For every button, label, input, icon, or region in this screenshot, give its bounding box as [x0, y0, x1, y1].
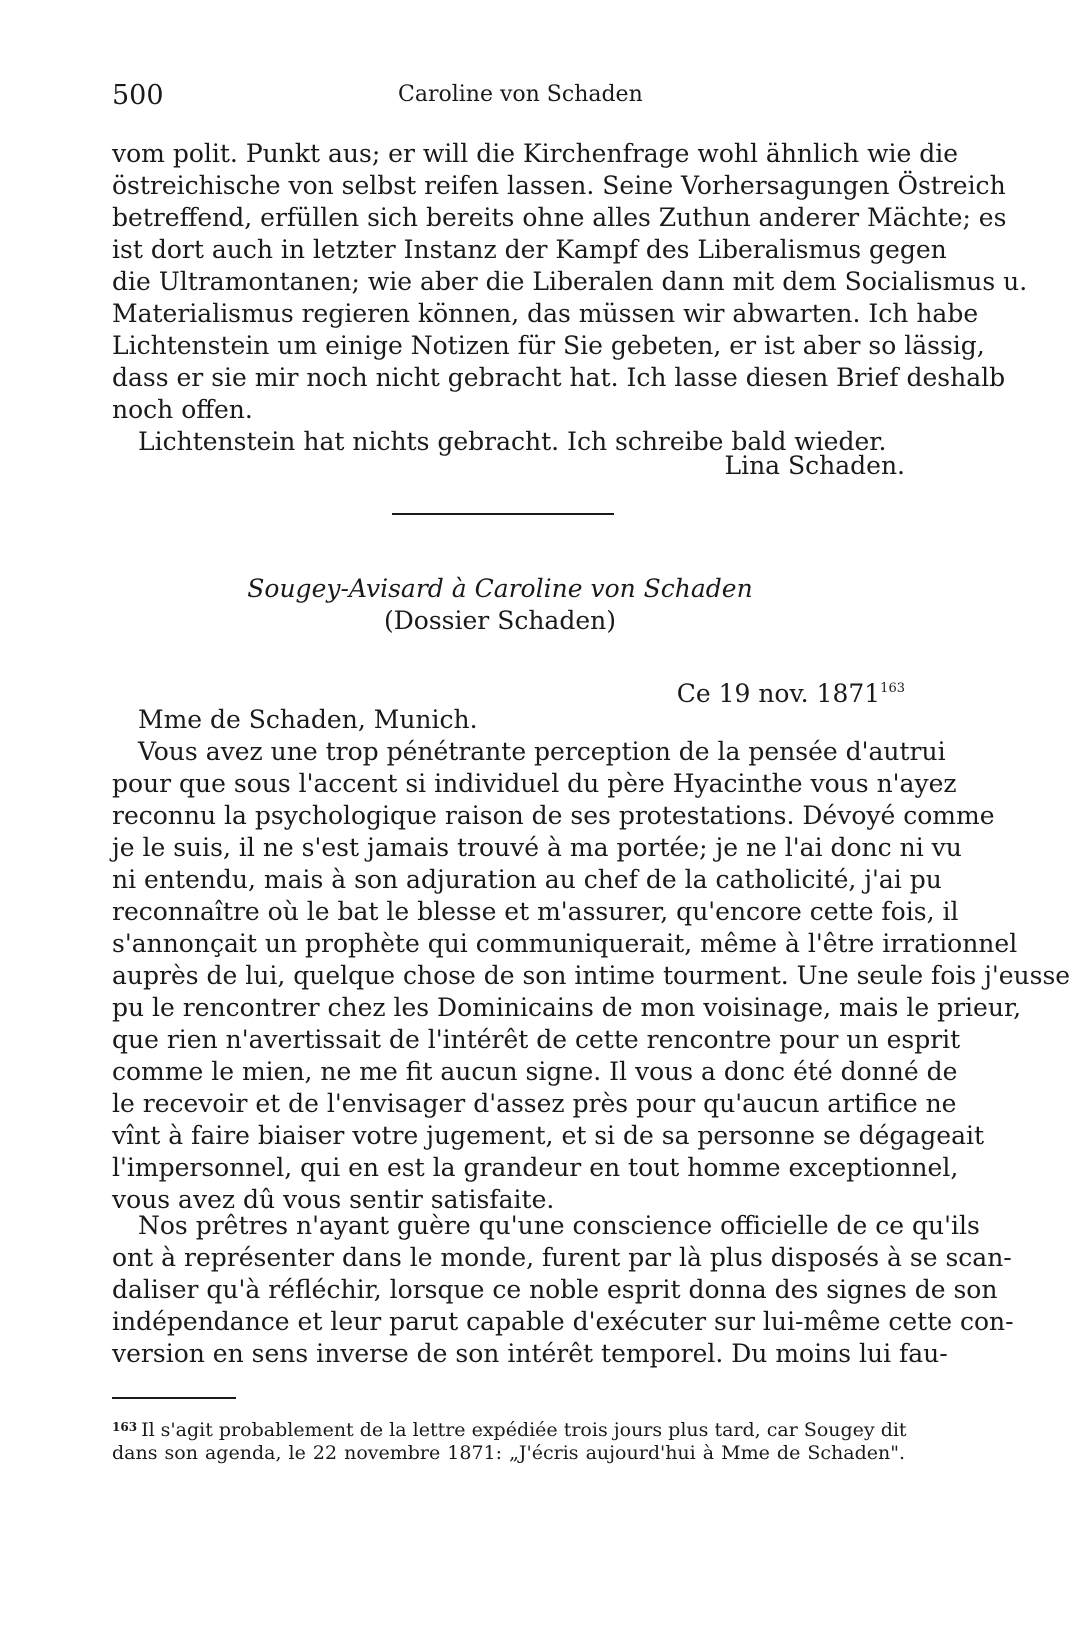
- text-line: Vous avez une trop pénétrante perception de la pensée d'autrui: [138, 737, 946, 766]
- letter-paragraph-2: [112, 1210, 1014, 1370]
- text-line: le recevoir et de l'envisager d'assez près pour qu'aucun artifice ne: [112, 1089, 957, 1118]
- text-line: s'annonçait un prophète qui communiquerait, même à l'être irrationnel: [112, 929, 1018, 958]
- text-line: vînt à faire biaiser votre jugement, et si de sa personne se dégageait: [112, 1121, 985, 1150]
- text-line: reconnu la psychologique raison de ses protestations. Dévoyé comme: [112, 801, 995, 830]
- text-line: ni entendu, mais à son adjuration au chef de la catholicité, j'ai pu: [112, 865, 942, 894]
- text-line: betreffend, erfüllen sich bereits ohne alles Zuthun anderer Mächte; es: [112, 203, 1007, 232]
- text-line: die Ultramontanen; wie aber die Liberalen dann mit dem Socialismus u.: [112, 267, 1028, 296]
- text-line: version en sens inverse de son intérêt temporel. Du moins lui fau-: [112, 1339, 948, 1368]
- footnote-rule: [112, 1397, 236, 1399]
- previous-letter-text: [112, 138, 1028, 458]
- text-line: pu le rencontrer chez les Dominicains de mon voisinage, mais le prieur,: [112, 993, 1022, 1022]
- footnote-line: [112, 1414, 905, 1440]
- date-text: Ce 19 nov. 1871: [676, 679, 881, 708]
- letter-title: Sougey-Avisard à Caroline von Schaden: [247, 574, 753, 603]
- footnote-line: dans son agenda, le 22 novembre 1871: „J'écris aujourd'hui à Mme de Schaden".: [112, 1442, 905, 1464]
- text-line: ont à représenter dans le monde, furent par là plus disposés à se scan-: [112, 1243, 1012, 1272]
- text-line: indépendance et leur parut capable d'exécuter sur lui-même cette con-: [112, 1307, 1014, 1336]
- text-line: comme le mien, ne me fit aucun signe. Il vous a donc été donné de: [112, 1057, 958, 1086]
- text-line: l'impersonnel, qui en est la grandeur en tout homme exceptionnel,: [112, 1153, 959, 1182]
- page-number: 500: [112, 80, 164, 111]
- text-line: que rien n'avertissait de l'intérêt de cette rencontre pour un esprit: [112, 1025, 961, 1054]
- text-line: Lichtenstein um einige Notizen für Sie gebeten, er ist aber so lässig,: [112, 331, 985, 360]
- text-line: ist dort auch in letzter Instanz der Kampf des Liberalismus gegen: [112, 235, 947, 264]
- text-line: östreichische von selbst reifen lassen. Seine Vorhersagungen Östreich: [112, 171, 1006, 200]
- text-line: dass er sie mir noch nicht gebracht hat. Ich lasse diesen Brief deshalb: [112, 363, 1006, 392]
- text-line: Nos prêtres n'ayant guère qu'une conscience officielle de ce qu'ils: [138, 1211, 980, 1240]
- running-head: Caroline von Schaden: [398, 82, 643, 107]
- text-line: Materialismus regieren können, das müssen wir abwarten. Ich habe: [112, 299, 979, 328]
- letter-source: (Dossier Schaden): [384, 606, 616, 635]
- footnote-number: 163: [112, 1420, 138, 1434]
- signature: Lina Schaden.: [724, 451, 905, 480]
- text-line: reconnaître où le bat le blesse et m'assurer, qu'encore cette fois, il: [112, 897, 959, 926]
- footnote-ref: 163: [880, 681, 905, 696]
- text-line: je le suis, il ne s'est jamais trouvé à ma portée; je ne l'ai donc ni vu: [112, 833, 962, 862]
- text-line: pour que sous l'accent si individuel du père Hyacinthe vous n'ayez: [112, 769, 957, 798]
- addressee: Mme de Schaden, Munich.: [138, 705, 478, 734]
- text-line: vom polit. Punkt aus; er will die Kirchenfrage wohl ähnlich wie die: [112, 139, 958, 168]
- section-divider: [392, 513, 614, 515]
- text-line: auprès de lui, quelque chose de son intime tourment. Une seule fois j'eusse: [112, 961, 1070, 990]
- letter-date: [677, 673, 905, 710]
- letter-paragraph-1: [112, 736, 1070, 1216]
- text-line: vous avez dû vous sentir satisfaite.: [112, 1185, 555, 1214]
- closing-line: Lichtenstein hat nichts gebracht. Ich schreibe bald wieder.: [138, 427, 887, 456]
- text-line: noch offen.: [112, 395, 253, 424]
- footnote: [112, 1414, 905, 1466]
- text-line: daliser qu'à réfléchir, lorsque ce noble esprit donna des signes de son: [112, 1275, 998, 1304]
- footnote-text: Il s'agit probablement de la lettre expédiée trois jours plus tard, car Sougey dit: [141, 1419, 907, 1441]
